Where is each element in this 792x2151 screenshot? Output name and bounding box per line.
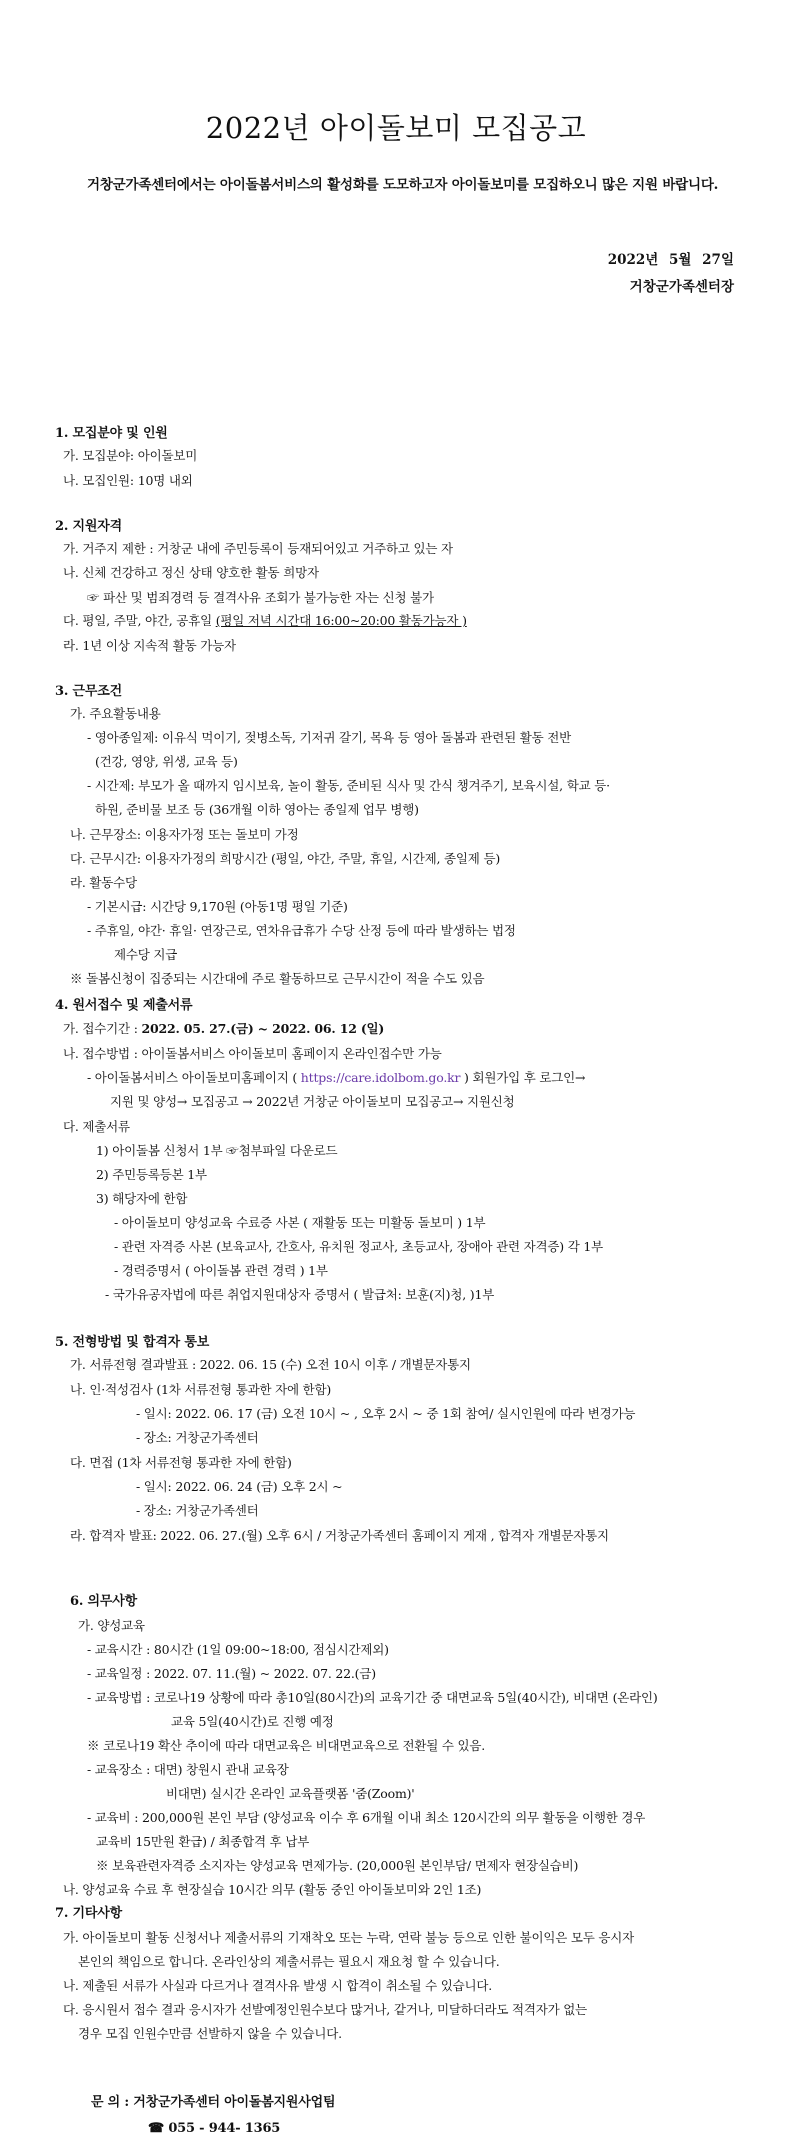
line-text: 5. 전형방법 및 합격자 통보	[55, 1335, 210, 1350]
body-line	[63, 2001, 587, 2019]
body-line	[96, 1190, 187, 1208]
body-line	[166, 1785, 415, 1803]
issuer-name: 거창군가족센터장	[629, 279, 734, 295]
section-heading	[55, 1905, 122, 1923]
line-text: 가. 거주지 제한 : 거창군 내에 주민등록이 등재되어있고 거주하고 있는 자	[63, 541, 453, 556]
line-text: 하원, 준비물 보조 등 (36개월 이하 영아는 종일제 업무 병행)	[95, 802, 419, 817]
line-text: 1) 아이돌봄 신청서 1부 ☞첨부파일 다운로드	[96, 1143, 338, 1158]
line-text: (건강, 영양, 위생, 교육 등)	[95, 754, 238, 769]
line-text: ☎ 055 - 944- 1365	[148, 2121, 281, 2136]
body-line	[63, 612, 467, 630]
body-line	[110, 1093, 515, 1111]
body-line	[70, 850, 500, 868]
body-line	[63, 1020, 384, 1038]
line-text: 나. 인·적성검사 (1차 서류전형 통과한 자에 한함)	[70, 1382, 332, 1397]
body-line	[63, 447, 197, 465]
body-line	[70, 1381, 331, 1399]
line-text: ※ 돌봄신청이 집중되는 시간대에 주로 활동하므로 근무시간이 적을 수도 있음	[70, 971, 485, 986]
body-line	[87, 589, 434, 607]
line-text: 가. 주요활동내용	[70, 706, 161, 721]
body-line	[70, 874, 137, 892]
emphasis-text: 2022. 05. 27.(금) ~ 2022. 06. 12 (일)	[141, 1021, 385, 1036]
line-text: - 국가유공자법에 따른 취업지원대상자 증명서 ( 발급처: 보훈(지)청, )1부	[105, 1287, 495, 1302]
body-line	[87, 898, 348, 916]
body-line	[70, 1356, 471, 1374]
section-heading	[55, 997, 192, 1015]
line-text: 다. 근무시간: 이용자가정의 희망시간 (평일, 야간, 주말, 휴일, 시간제, 종일제 등)	[70, 851, 500, 866]
body-line	[95, 753, 238, 771]
body-line	[63, 472, 193, 490]
line-text: 6. 의무사항	[70, 1594, 137, 1609]
line-text: 경우 모집 인원수만큼 선발하지 않을 수 있습니다.	[78, 2026, 342, 2041]
line-text: - 교육일정 : 2022. 07. 11.(월) ~ 2022. 07. 22.(금)	[87, 1666, 376, 1681]
line-text: 라. 1년 이상 지속적 활동 가능자	[63, 638, 236, 653]
line-text: 1. 모집분야 및 인원	[55, 426, 168, 441]
line-text: 라. 활동수당	[70, 875, 137, 890]
section-heading	[70, 1593, 137, 1611]
body-line	[87, 1069, 585, 1087]
body-line	[114, 1262, 328, 1280]
body-line	[87, 1641, 389, 1659]
line-text: - 교육비 : 200,000원 본인 부담 (양성교육 이수 후 6개월 이내 최소 120시간의 의무 활동을 이행한 경우	[87, 1810, 646, 1825]
section-heading	[55, 1334, 209, 1352]
line-text: 비대면) 실시간 온라인 교육플랫폼 '줌(Zoom)'	[166, 1786, 415, 1801]
line-text: 가. 아이돌보미 활동 신청서나 제출서류의 기재착오 또는 누락, 연락 불능 등으로 인한 불이익은 모두 응시자	[63, 1930, 635, 1945]
line-text: 제수당 지급	[114, 947, 178, 962]
line-text: 가. 서류전형 결과발표 : 2022. 06. 15 (수) 오전 10시 이후 / 개별문자통지	[70, 1357, 471, 1372]
body-line	[136, 1429, 258, 1447]
line-text: 2) 주민등록등본 1부	[96, 1167, 207, 1182]
body-line	[114, 1214, 485, 1232]
section-heading	[148, 2120, 280, 2138]
body-line	[63, 637, 236, 655]
section-heading	[55, 518, 122, 536]
line-text: - 관련 자격증 사본 (보육교사, 간호사, 유치원 정교사, 초등교사, 장애아 관련 자격증) 각 1부	[114, 1239, 604, 1254]
body-line	[95, 801, 419, 819]
line-text: 다. 제출서류	[63, 1119, 130, 1134]
body-line	[114, 946, 177, 964]
body-line	[87, 729, 571, 747]
body-line	[96, 1166, 207, 1184]
line-text-continued: ) 회원가입 후 로그인→	[460, 1070, 586, 1085]
body-line	[70, 970, 484, 988]
page-title: 2022년 아이돌보미 모집공고	[205, 111, 587, 145]
body-line	[87, 1737, 485, 1755]
line-text: 지원 및 양성→ 모집공고 → 2022년 거창군 아이돌보미 모집공고→ 지원신청	[110, 1094, 515, 1109]
body-line	[63, 1045, 442, 1063]
body-line	[96, 1857, 578, 1875]
body-line	[78, 1953, 500, 1971]
line-text: 나. 모집인원: 10명 내외	[63, 473, 193, 488]
line-text: 4. 원서접수 및 제출서류	[55, 998, 193, 1013]
body-line	[78, 2025, 342, 2043]
body-line	[87, 1809, 645, 1827]
line-text: - 교육시간 : 80시간 (1일 09:00~18:00, 점심시간제외)	[87, 1642, 389, 1657]
line-text: 나. 제출된 서류가 사실과 다르거나 결격사유 발생 시 합격이 취소될 수 있습니다.	[63, 1978, 493, 1993]
line-text: ※ 보육관련자격증 소지자는 양성교육 면제가능. (20,000원 본인부담/ 면제자 현장실습비)	[96, 1858, 579, 1873]
line-text: - 아이돌보미 양성교육 수료증 사본 ( 재활동 또는 미활동 돌보미 ) 1부	[114, 1215, 486, 1230]
body-line	[63, 1881, 481, 1899]
body-line	[96, 1833, 309, 1851]
body-line	[87, 777, 610, 795]
line-text: 3) 해당자에 한함	[96, 1191, 188, 1206]
line-text: 가. 접수기간 :	[63, 1021, 142, 1036]
line-text: 나. 양성교육 수료 후 현장실습 10시간 의무 (활동 중인 아이돌보미와 2인 1조)	[63, 1882, 482, 1897]
body-line	[70, 705, 161, 723]
line-text: 나. 접수방법 : 아이돌봄서비스 아이돌보미 홈페이지 온라인접수만 가능	[63, 1046, 442, 1061]
line-text: 2. 지원자격	[55, 519, 122, 534]
line-text: - 일시: 2022. 06. 17 (금) 오전 10시 ~ , 오후 2시 ~ 중 1회 참여/ 실시인원에 따라 변경가능	[136, 1406, 636, 1421]
line-text: 본인의 책임으로 합니다. 온라인상의 제출서류는 필요시 재요청 할 수 있습니다.	[78, 1954, 500, 1969]
body-line	[70, 826, 299, 844]
body-line	[87, 1761, 289, 1779]
homepage-link[interactable]: https://care.idolbom.go.kr	[300, 1070, 461, 1085]
body-line	[87, 1665, 376, 1683]
line-text: - 장소: 거창군가족센터	[136, 1503, 259, 1518]
body-line	[171, 1713, 334, 1731]
body-line	[87, 922, 516, 940]
line-text: 3. 근무조건	[55, 684, 122, 699]
line-text: - 장소: 거창군가족센터	[136, 1430, 259, 1445]
line-text: 가. 모집분야: 아이돌보미	[63, 448, 198, 463]
line-text: ☞ 파산 및 범죄경력 등 결격사유 조회가 불가능한 자는 신청 불가	[87, 590, 434, 605]
body-line	[114, 1238, 603, 1256]
body-line	[70, 1527, 609, 1545]
section-heading	[55, 425, 168, 443]
line-text: 다. 평일, 주말, 야간, 공휴일	[63, 613, 216, 628]
line-text: 나. 근무장소: 이용자가정 또는 돌보미 가정	[70, 827, 299, 842]
line-text: - 영아종일제: 이유식 먹이기, 젖병소독, 기저귀 갈기, 목욕 등 영아 돌봄과 관련된 활동 전반	[87, 730, 572, 745]
line-text: - 주휴일, 야간· 휴일· 연장근로, 연차유급휴가 수당 산정 등에 따라 발생하는 법정	[87, 923, 516, 938]
body-line	[136, 1405, 635, 1423]
body-line	[63, 1929, 634, 1947]
body-line	[78, 1617, 145, 1635]
line-text: - 교육방법 : 코로나19 상황에 따라 총10일(80시간)의 교육기간 중 대면교육 5일(40시간), 비대면 (온라인)	[87, 1690, 658, 1705]
line-text: 교육비 15만원 환급) / 최종합격 후 납부	[96, 1834, 310, 1849]
body-line	[87, 1689, 658, 1707]
line-text: 가. 양성교육	[78, 1618, 145, 1633]
line-text: - 아이돌봄서비스 아이돌보미홈페이지 (	[87, 1070, 301, 1085]
line-text: 문 의 : 거창군가족센터 아이돌봄지원사업팀	[91, 2095, 336, 2110]
body-line	[136, 1502, 258, 1520]
body-line	[96, 1142, 337, 1160]
line-text: - 일시: 2022. 06. 24 (금) 오후 2시 ~	[136, 1479, 343, 1494]
line-text: 다. 면접 (1차 서류전형 통과한 자에 한함)	[70, 1455, 292, 1470]
notice-date: 2022년 5월 27일	[607, 252, 734, 268]
underlined-note: (평일 저녁 시간대 16:00~20:00 활동가능자 )	[215, 613, 467, 628]
line-text: 다. 응시원서 접수 결과 응시자가 선발예정인원수보다 많거나, 같거나, 미달하더라도 적격자가 없는	[63, 2002, 588, 2017]
line-text: 교육 5일(40시간)로 진행 예정	[171, 1714, 334, 1729]
line-text: - 교육장소 : 대면) 창원시 관내 교육장	[87, 1762, 289, 1777]
body-line	[63, 564, 319, 582]
line-text: - 기본시급: 시간당 9,170원 (아동1명 평일 기준)	[87, 899, 348, 914]
intro-paragraph: 거창군가족센터에서는 아이돌봄서비스의 활성화를 도모하고자 아이돌보미를 모집하오니 많은 지원 바랍니다.	[87, 177, 719, 193]
line-text: - 경력증명서 ( 아이돌봄 관련 경력 ) 1부	[114, 1263, 328, 1278]
line-text: 7. 기타사항	[55, 1906, 122, 1921]
line-text: ※ 코로나19 확산 추이에 따라 대면교육은 비대면교육으로 전환될 수 있음.	[87, 1738, 486, 1753]
body-line	[63, 540, 453, 558]
body-line	[105, 1286, 494, 1304]
body-line	[63, 1118, 130, 1136]
body-line	[70, 1454, 292, 1472]
line-text: 라. 합격자 발표: 2022. 06. 27.(월) 오후 6시 / 거창군가족센터 홈페이지 게재 , 합격자 개별문자통지	[70, 1528, 609, 1543]
body-line	[136, 1478, 342, 1496]
section-heading	[55, 683, 122, 701]
line-text: - 시간제: 부모가 올 때까지 임시보육, 놀이 활동, 준비된 식사 및 간식 챙겨주기, 보육시설, 학교 등·	[87, 778, 610, 793]
section-heading	[91, 2094, 335, 2112]
line-text: 나. 신체 건강하고 정신 상태 양호한 활동 희망자	[63, 565, 319, 580]
body-line	[63, 1977, 492, 1995]
